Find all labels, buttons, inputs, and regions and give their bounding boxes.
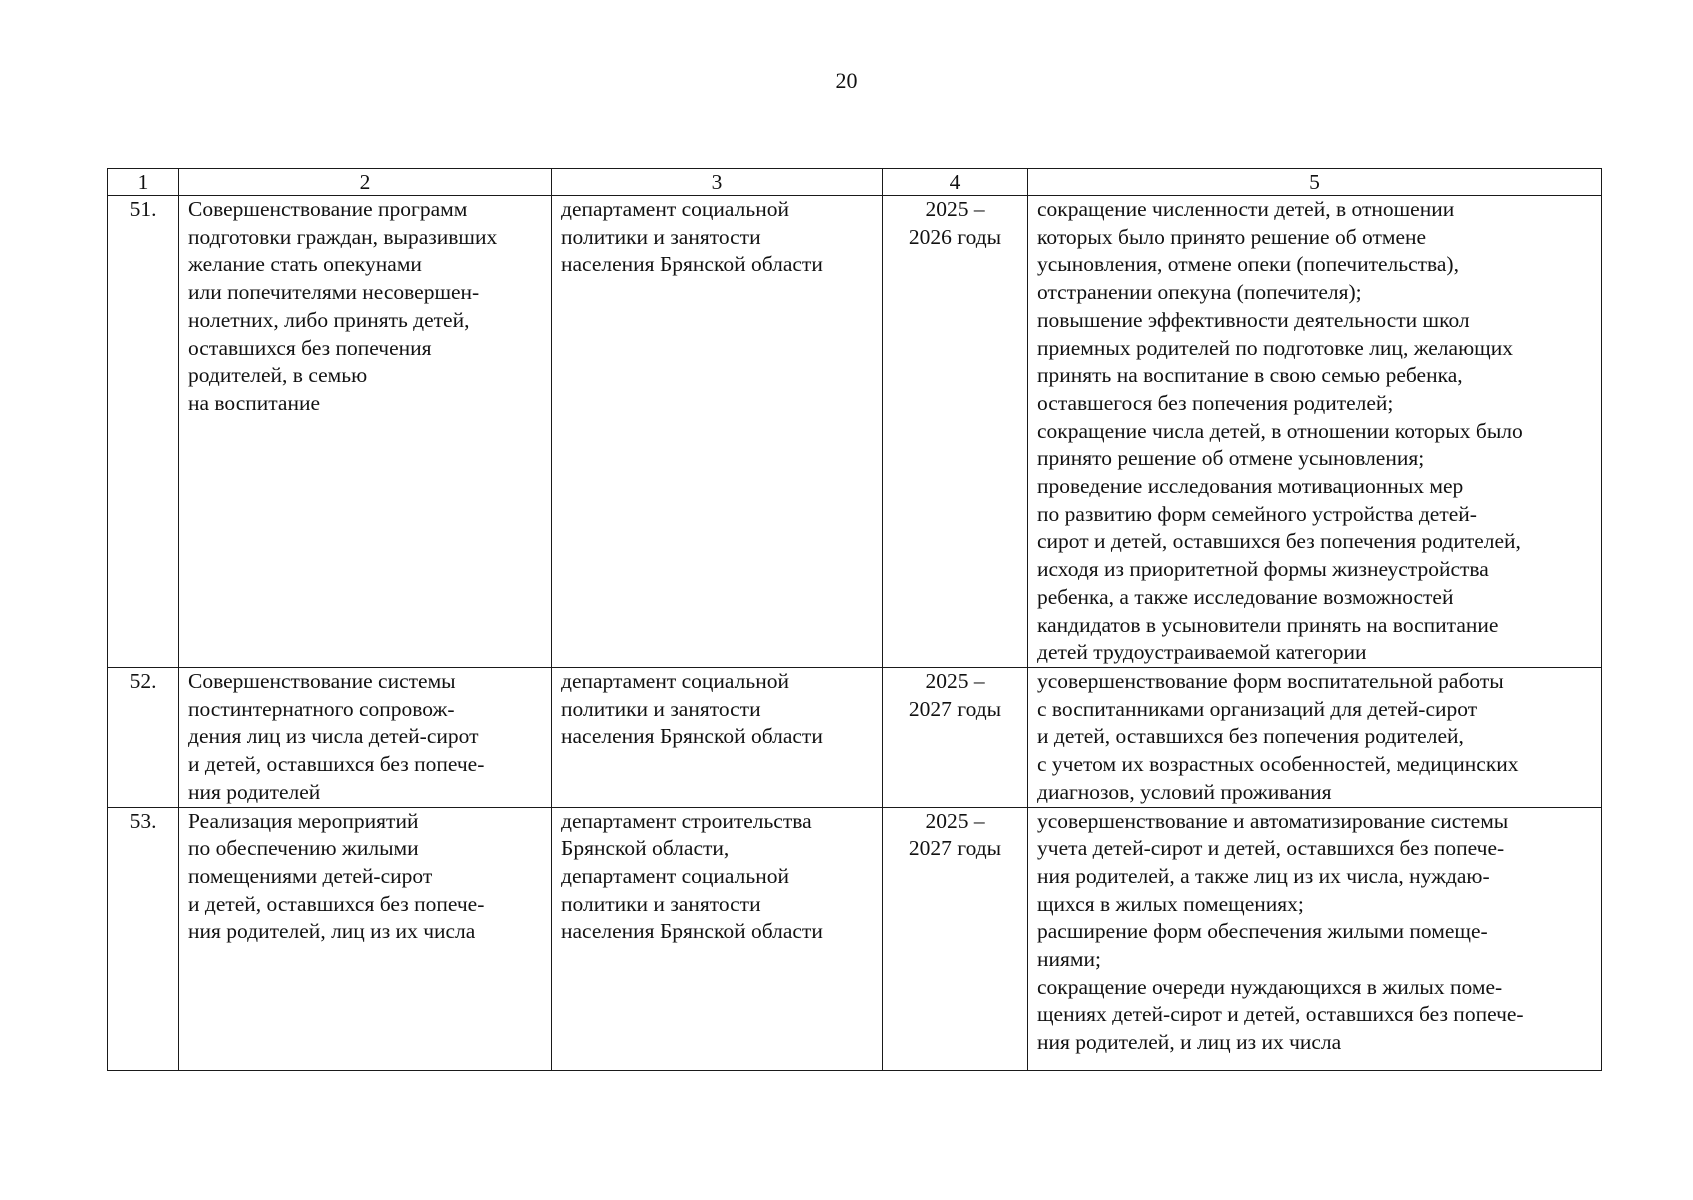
measure-name: Совершенствование программ подготовки граждан, выразивших желание стать опекунами или попечителями несовершен- нолетних, либо принять детей, оставшихся без попечения родителей, в семью на воспитание bbox=[179, 196, 552, 668]
implementation-period: 2025 – 2027 годы bbox=[883, 807, 1028, 1070]
column-number-header: 1 bbox=[108, 169, 179, 196]
column-period-header: 4 bbox=[883, 169, 1028, 196]
column-name-header: 2 bbox=[179, 169, 552, 196]
table-row bbox=[108, 668, 1602, 808]
row-number: 53. bbox=[108, 807, 179, 1070]
responsible-executor: департамент строительства Брянской области, департамент социальной политики и занятости населения Брянской области bbox=[552, 807, 883, 1070]
expected-result: сокращение численности детей, в отношении которых было принято решение об отмене усыновления, отмене опеки (попечительства), отстранении опекуна (попечителя); повышение эффективности деятельности школ приемных родителей по подготовке лиц, желающих принять на воспитание в свою семью ребенка, оставшегося без попечения родителей; сокращение числа детей, в отношении которых было принято решение об отмене усыновления; проведение исследования мотивационных мер по развитию форм семейного устройства детей- сирот и детей, оставшихся без попечения родителей, исходя из приоритетной формы жизнеустройства ребенка, а также исследование возможностей кандидатов в усыновители принять на воспитание детей трудоустраиваемой категории bbox=[1028, 196, 1602, 668]
table-row bbox=[108, 807, 1602, 1070]
measures-table bbox=[107, 168, 1602, 1071]
table-header-row bbox=[108, 169, 1602, 196]
row-number: 52. bbox=[108, 668, 179, 808]
measure-name: Совершенствование системы постинтернатного сопровож- дения лиц из числа детей-сирот и детей, оставшихся без попече- ния родителей bbox=[179, 668, 552, 808]
column-executor-header: 3 bbox=[552, 169, 883, 196]
implementation-period: 2025 – 2026 годы bbox=[883, 196, 1028, 668]
table-row bbox=[108, 196, 1602, 668]
implementation-period: 2025 – 2027 годы bbox=[883, 668, 1028, 808]
measure-name: Реализация мероприятий по обеспечению жилыми помещениями детей-сирот и детей, оставшихся без попече- ния родителей, лиц из их числа bbox=[179, 807, 552, 1070]
responsible-executor: департамент социальной политики и занятости населения Брянской области bbox=[552, 196, 883, 668]
responsible-executor: департамент социальной политики и занятости населения Брянской области bbox=[552, 668, 883, 808]
expected-result: усовершенствование форм воспитательной работы с воспитанниками организаций для детей-сирот и детей, оставшихся без попечения родителей, с учетом их возрастных особенностей, медицинских диагнозов, условий проживания bbox=[1028, 668, 1602, 808]
page-number: 20 bbox=[835, 68, 858, 93]
column-result-header: 5 bbox=[1028, 169, 1602, 196]
row-number: 51. bbox=[108, 196, 179, 668]
expected-result: усовершенствование и автоматизирование системы учета детей-сирот и детей, оставшихся без попече- ния родителей, а также лиц из их числа, нуждаю- щихся в жилых помещениях; расширение форм обеспечения жилыми помеще- ниями; сокращение очереди нуждающихся в жилых поме- щениях детей-сирот и детей, оставшихся без попече- ния родителей, и лиц из их числа bbox=[1028, 807, 1602, 1070]
